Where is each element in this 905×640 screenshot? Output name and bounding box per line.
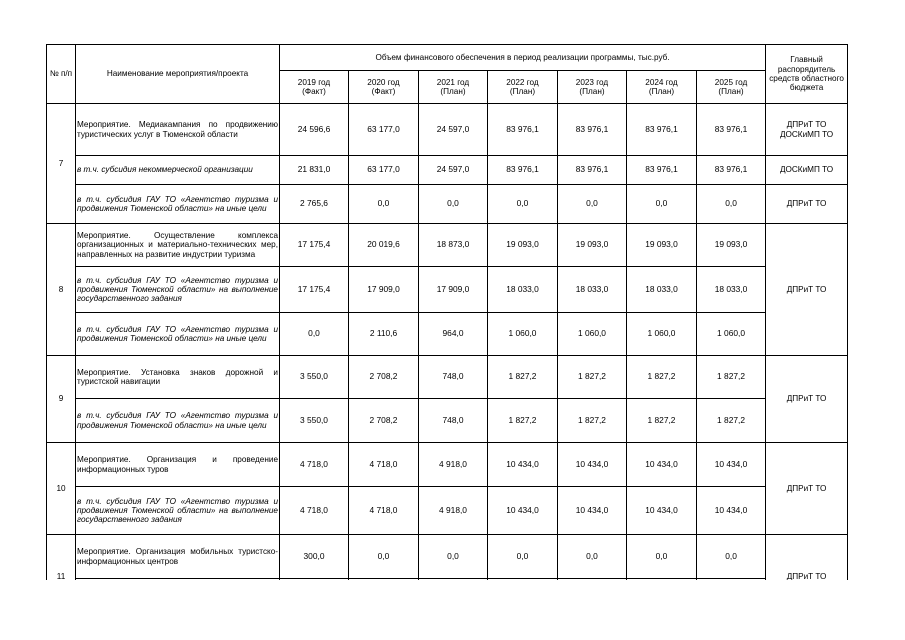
header-year-type: (План) <box>440 87 466 96</box>
manager-cell: ДПРиТ ТО <box>766 535 848 581</box>
funding-value-0: 4 718,0 <box>280 443 349 487</box>
funding-value-0: 2 765,6 <box>280 185 349 224</box>
funding-value-3: 10 434,0 <box>488 487 558 535</box>
header-year-type: (План) <box>718 87 744 96</box>
funding-value-1: 20 019,6 <box>349 224 419 267</box>
item-description: в т.ч. субсидия ГАУ ТО «Агентство туризма и продвижения Тюменской области» на иные цели <box>76 313 280 356</box>
funding-value-0: 21 831,0 <box>280 156 349 185</box>
funding-value-3: 10 434,0 <box>488 443 558 487</box>
table-row <box>47 104 848 156</box>
funding-value-3: 19 093,0 <box>488 224 558 267</box>
funding-value-5: 1 060,0 <box>627 313 697 356</box>
funding-value-1: 63 177,0 <box>349 104 419 156</box>
funding-value-6: 1 827,2 <box>697 356 766 399</box>
manager-cell: ДПРиТ ТО <box>766 185 848 224</box>
funding-value-6: 18 033,0 <box>697 267 766 313</box>
funding-value-3 <box>488 579 558 581</box>
item-number: 8 <box>47 224 76 356</box>
header-num: № п/п <box>47 45 76 104</box>
item-number: 7 <box>47 104 76 224</box>
funding-value-0: 3 550,0 <box>280 356 349 399</box>
funding-value-1 <box>349 579 419 581</box>
funding-value-0: 3 550,0 <box>280 399 349 443</box>
item-description: в т.ч. субсидия ГАУ ТО «Агентство туризма и продвижения Тюменской области» на выполнение государственного задания <box>76 487 280 535</box>
funding-value-4: 18 033,0 <box>558 267 627 313</box>
funding-value-0: 17 175,4 <box>280 267 349 313</box>
item-number: 9 <box>47 356 76 443</box>
funding-value-1: 0,0 <box>349 535 419 579</box>
funding-value-2: 748,0 <box>419 356 488 399</box>
table-row <box>47 267 848 313</box>
header-year-2 <box>419 71 488 104</box>
item-description: Мероприятие. Медиакампания по продвижению туристических услуг в Тюменской области <box>76 104 280 156</box>
funding-value-3: 83 976,1 <box>488 104 558 156</box>
funding-value-1: 63 177,0 <box>349 156 419 185</box>
header-year-0 <box>280 71 349 104</box>
item-description: Мероприятие. Осуществление комплекса организационных и материально-технических мер, направленных на развитие индустрии туризма <box>76 224 280 267</box>
table-row <box>47 356 848 399</box>
funding-value-6 <box>697 579 766 581</box>
funding-value-6: 0,0 <box>697 535 766 579</box>
funding-value-6: 1 827,2 <box>697 399 766 443</box>
funding-value-6: 19 093,0 <box>697 224 766 267</box>
table-row <box>47 487 848 535</box>
funding-value-5: 0,0 <box>627 185 697 224</box>
header-year-type: (Факт) <box>371 87 396 96</box>
header-year-label: 2024 год <box>645 77 678 87</box>
funding-value-6: 10 434,0 <box>697 487 766 535</box>
table-row <box>47 443 848 487</box>
funding-value-3: 1 827,2 <box>488 356 558 399</box>
funding-value-3: 0,0 <box>488 535 558 579</box>
funding-value-4 <box>558 579 627 581</box>
header-year-label: 2022 год <box>506 77 539 87</box>
table-row <box>47 156 848 185</box>
funding-value-3: 1 827,2 <box>488 399 558 443</box>
funding-value-2: 0,0 <box>419 185 488 224</box>
header-manager: Главный распорядитель средств областного бюджета <box>766 45 848 104</box>
item-description: Мероприятие. Установка знаков дорожной и туристской навигации <box>76 356 280 399</box>
document-page <box>46 44 853 580</box>
funding-value-6: 0,0 <box>697 185 766 224</box>
table-row <box>47 579 848 581</box>
item-description: Мероприятие. Организация и проведение информационных туров <box>76 443 280 487</box>
header-year-type: (План) <box>648 87 675 96</box>
funding-value-5: 83 976,1 <box>627 104 697 156</box>
item-description: Мероприятие. Организация мобильных туристско-информационных центров <box>76 535 280 579</box>
header-year-label: 2025 год <box>714 77 748 87</box>
item-description: в т.ч. субсидия ГАУ ТО «Агентство туризма и продвижения Тюменской области» на иные цели <box>76 399 280 443</box>
header-year-label: 2023 год <box>575 77 609 87</box>
funding-value-3: 83 976,1 <box>488 156 558 185</box>
table-row <box>47 224 848 267</box>
funding-value-4: 83 976,1 <box>558 156 627 185</box>
table-row <box>47 399 848 443</box>
header-year-3 <box>488 71 558 104</box>
item-description: в т.ч. субсидия ГАУ ТО «Агентство туризма и продвижения Тюменской области» на выполнение государственного задания <box>76 267 280 313</box>
funding-value-0: 24 596,6 <box>280 104 349 156</box>
funding-value-5: 0,0 <box>627 535 697 579</box>
funding-value-5: 83 976,1 <box>627 156 697 185</box>
funding-value-1: 4 718,0 <box>349 443 419 487</box>
funding-value-4: 0,0 <box>558 535 627 579</box>
item-description <box>76 579 280 581</box>
funding-value-5: 1 827,2 <box>627 399 697 443</box>
funding-value-2: 4 918,0 <box>419 443 488 487</box>
manager-cell: ДОСКиМП ТО <box>766 156 848 185</box>
funding-value-3: 0,0 <box>488 185 558 224</box>
funding-value-2: 24 597,0 <box>419 156 488 185</box>
header-year-6 <box>697 71 766 104</box>
funding-value-2: 24 597,0 <box>419 104 488 156</box>
table-row <box>47 535 848 579</box>
funding-value-4: 1 827,2 <box>558 356 627 399</box>
funding-value-5: 18 033,0 <box>627 267 697 313</box>
header-name: Наименование мероприятия/проекта <box>76 45 280 104</box>
funding-value-5: 19 093,0 <box>627 224 697 267</box>
funding-value-1: 2 708,2 <box>349 356 419 399</box>
funding-value-5 <box>627 579 697 581</box>
manager-cell: ДПРиТ ТО <box>766 443 848 535</box>
header-year-5 <box>627 71 697 104</box>
header-year-label: 2021 год <box>436 77 470 87</box>
item-number: 11 <box>47 535 76 581</box>
funding-value-4: 1 060,0 <box>558 313 627 356</box>
table-row <box>47 185 848 224</box>
funding-value-1: 4 718,0 <box>349 487 419 535</box>
funding-value-2: 18 873,0 <box>419 224 488 267</box>
funding-value-1: 2 110,6 <box>349 313 419 356</box>
funding-value-4: 0,0 <box>558 185 627 224</box>
funding-value-0: 4 718,0 <box>280 487 349 535</box>
funding-value-1: 0,0 <box>349 185 419 224</box>
header-year-label: 2020 год <box>367 77 400 87</box>
funding-value-5: 10 434,0 <box>627 487 697 535</box>
funding-value-4: 19 093,0 <box>558 224 627 267</box>
header-funding: Объем финансового обеспечения в период реализации программы, тыс.руб. <box>280 45 766 71</box>
manager-cell: ДПРиТ ТО <box>766 224 848 356</box>
funding-value-6: 83 976,1 <box>697 104 766 156</box>
funding-value-0: 17 175,4 <box>280 224 349 267</box>
funding-value-2: 4 918,0 <box>419 487 488 535</box>
table-row <box>47 313 848 356</box>
funding-value-6: 10 434,0 <box>697 443 766 487</box>
funding-value-2: 748,0 <box>419 399 488 443</box>
funding-value-6: 1 060,0 <box>697 313 766 356</box>
header-year-4 <box>558 71 627 104</box>
funding-value-0: 0,0 <box>280 313 349 356</box>
header-year-type: (План) <box>509 87 536 96</box>
funding-value-2: 0,0 <box>419 535 488 579</box>
funding-value-4: 10 434,0 <box>558 487 627 535</box>
manager-cell: ДПРиТ ТО <box>766 356 848 443</box>
header-year-type: (Факт) <box>302 87 326 96</box>
header-year-type: (План) <box>579 87 605 96</box>
funding-value-5: 1 827,2 <box>627 356 697 399</box>
header-year-label: 2019 год <box>297 77 331 87</box>
funding-value-3: 18 033,0 <box>488 267 558 313</box>
funding-value-2: 964,0 <box>419 313 488 356</box>
funding-value-5: 10 434,0 <box>627 443 697 487</box>
funding-value-4: 10 434,0 <box>558 443 627 487</box>
funding-value-1: 2 708,2 <box>349 399 419 443</box>
funding-table <box>46 44 848 580</box>
funding-value-1: 17 909,0 <box>349 267 419 313</box>
funding-value-0: 300,0 <box>280 535 349 579</box>
item-description: в т.ч. субсидия некоммерческой организации <box>76 156 280 185</box>
funding-value-2 <box>419 579 488 581</box>
item-number: 10 <box>47 443 76 535</box>
funding-value-0 <box>280 579 349 581</box>
funding-value-4: 83 976,1 <box>558 104 627 156</box>
manager-cell: ДПРиТ ТО ДОСКиМП ТО <box>766 104 848 156</box>
funding-value-6: 83 976,1 <box>697 156 766 185</box>
header-year-1 <box>349 71 419 104</box>
funding-value-4: 1 827,2 <box>558 399 627 443</box>
funding-value-2: 17 909,0 <box>419 267 488 313</box>
funding-value-3: 1 060,0 <box>488 313 558 356</box>
item-description: в т.ч. субсидия ГАУ ТО «Агентство туризма и продвижения Тюменской области» на иные цели <box>76 185 280 224</box>
